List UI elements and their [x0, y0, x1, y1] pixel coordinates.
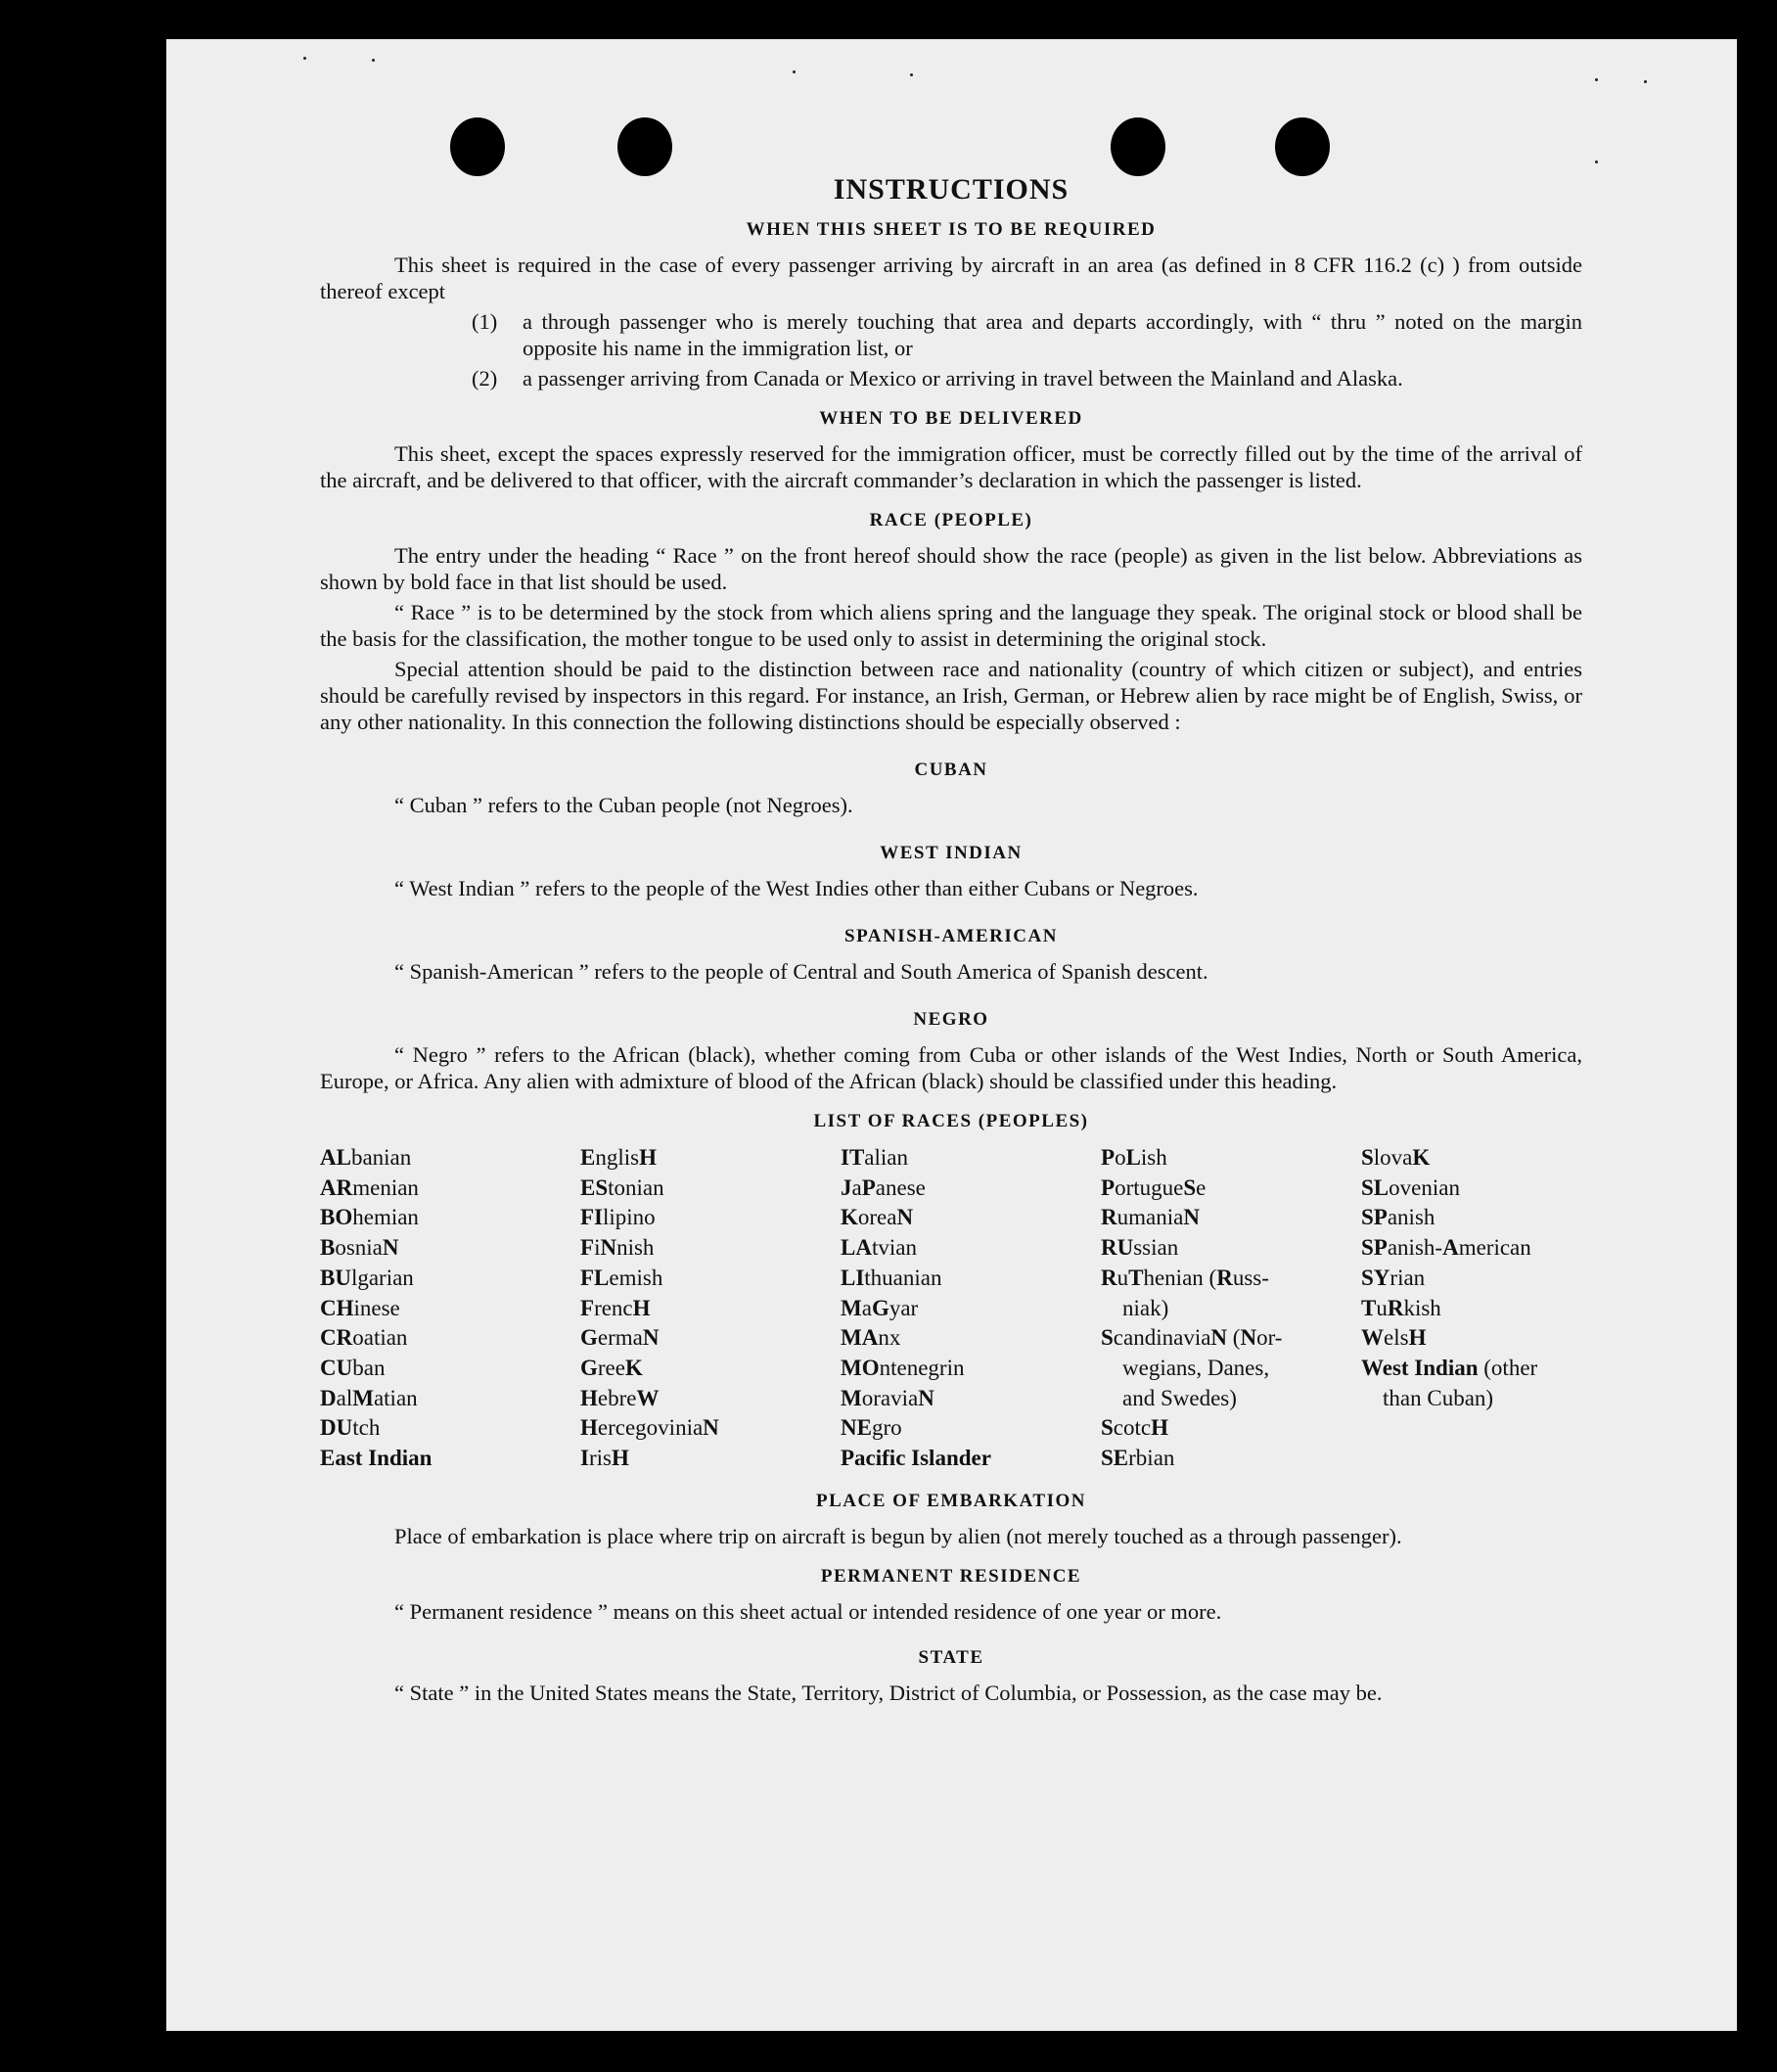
race-entry: TuRkish [1361, 1295, 1441, 1320]
paragraph: “ State ” in the United States means the State, Territory, District of Columbia, or Possession, as the case may be. [394, 1680, 1383, 1705]
section-heading: PERMANENT RESIDENCE [820, 1565, 1082, 1587]
punch-hole [450, 117, 505, 176]
page-title: INSTRUCTIONS [833, 173, 1070, 206]
races-list [320, 1143, 1582, 1474]
race-entry: wegians, Danes, [1122, 1355, 1270, 1380]
section-heading: PLACE OF EMBARKATION [816, 1490, 1086, 1511]
race-entry: EnglisH [580, 1145, 657, 1170]
race-entry: LIthuanian [841, 1265, 942, 1290]
paragraph: Place of embarkation is place where trip on aircraft is begun by alien (not merely touched as a through passenger). [394, 1523, 1402, 1548]
paragraph: “ Negro ” refers to the African (black), whether coming from Cuba or other islands of the West Indies, North or South America, Europe, or Africa. Any alien with admixture of blood of the African (black) should be classified under this heading. [320, 1042, 1582, 1093]
race-entry: than Cuban) [1383, 1385, 1494, 1410]
race-entry: SPanish-American [1361, 1235, 1531, 1261]
race-entry: DUtch [320, 1415, 381, 1441]
race-entry: EStonian [580, 1174, 664, 1200]
section-heading: WEST INDIAN [880, 843, 1023, 863]
race-entry: HebreW [580, 1385, 660, 1410]
race-entry: niak) [1122, 1295, 1169, 1320]
race-entry: ARmenian [320, 1174, 419, 1200]
race-entry: HercegoviniaN [580, 1415, 719, 1441]
race-entry: ScandinaviaN (Nor- [1101, 1325, 1283, 1351]
paragraph: “ Spanish-American ” refers to the people of Central and South America of Spanish descent. [394, 959, 1208, 984]
list-item: (1) a through passenger who is merely touching that area and departs accordingly, with “ thru ” noted on the margin opposite his name in the immigration list, or [472, 309, 1582, 360]
race-entry: JaPanese [841, 1174, 926, 1200]
races-column [580, 1143, 841, 1474]
race-entry: SLovenian [1361, 1174, 1460, 1200]
section-heading: RACE (PEOPLE) [869, 510, 1033, 530]
section-heading: NEGRO [913, 1009, 989, 1030]
paragraph: The entry under the heading “ Race ” on the front hereof should show the race (people) as given in the list below. Abbreviations as shown by bold face in that list should be used. [320, 543, 1582, 594]
race-entry: RumaniaN [1101, 1205, 1200, 1230]
paragraph: “ West Indian ” refers to the people of the West Indies other than either Cubans or Negroes. [394, 876, 1199, 900]
race-entry: RuThenian (Russ- [1101, 1265, 1269, 1290]
race-entry: PortugueSe [1101, 1174, 1207, 1200]
race-entry: KoreaN [841, 1205, 914, 1230]
punch-hole [617, 117, 672, 176]
race-entry: FLemish [580, 1265, 663, 1290]
races-column [1361, 1143, 1582, 1474]
paragraph: “ Cuban ” refers to the Cuban people (not Negroes). [394, 793, 853, 817]
paragraph: This sheet, except the spaces expressly reserved for the immigration officer, must be correctly filled out by the time of the arrival of the aircraft, and be delivered to that officer, with the aircraft commander’s declaration in which the passenger is listed. [320, 441, 1582, 492]
race-entry: RUssian [1101, 1235, 1179, 1261]
section-heading: STATE [918, 1646, 984, 1668]
race-entry: DalMatian [320, 1385, 418, 1410]
race-entry: GermaN [580, 1325, 660, 1351]
paragraph: This sheet is required in the case of every passenger arriving by aircraft in an area (as defined in 8 CFR 116.2 (c) ) from outside thereof except [320, 253, 1582, 303]
document-page [166, 39, 1737, 2031]
race-entry: MOntenegrin [841, 1355, 965, 1380]
races-column [1101, 1143, 1361, 1474]
race-entry: LAtvian [841, 1235, 917, 1261]
race-entry: ITalian [841, 1145, 908, 1170]
race-entry: BOhemian [320, 1205, 419, 1230]
race-entry: BosniaN [320, 1235, 399, 1261]
list-item: (2) a passenger arriving from Canada or Mexico or arriving in travel between the Mainland and Alaska. [472, 366, 1403, 391]
punch-hole [1275, 117, 1330, 176]
paragraph: “ Race ” is to be determined by the stock from which aliens spring and the language they speak. The original stock or blood shall be the basis for the classification, the mother tongue to be used only to assist in determining the original stock. [320, 600, 1582, 651]
race-entry: CRoatian [320, 1325, 408, 1351]
race-entry: CUban [320, 1355, 386, 1380]
section-heading: WHEN TO BE DELIVERED [819, 408, 1083, 429]
section-heading: CUBAN [914, 760, 988, 780]
race-entry: FrencH [580, 1295, 651, 1320]
section-heading: WHEN THIS SHEET IS TO BE REQUIRED [746, 219, 1157, 240]
race-entry: PoLish [1101, 1145, 1167, 1170]
race-entry: BUlgarian [320, 1265, 414, 1290]
race-entry: WelsH [1361, 1325, 1427, 1351]
paragraph: Special attention should be paid to the distinction between race and nationality (country of which citizen or subject), and entries should be carefully revised by inspectors in this regard. For instance, an Irish, German, or Hebrew alien by race might be of English, Swiss, or any other nationality. In this connection the following distinctions should be especially observed : [320, 657, 1582, 734]
race-entry: West Indian (other [1361, 1355, 1538, 1380]
race-entry: MaGyar [841, 1295, 919, 1320]
race-entry: MAnx [841, 1325, 901, 1351]
section-heading: SPANISH-AMERICAN [844, 926, 1058, 946]
race-entry: and Swedes) [1122, 1385, 1237, 1410]
race-entry: SYrian [1361, 1265, 1426, 1290]
race-entry: ALbanian [320, 1145, 412, 1170]
race-entry: Pacific Islander [841, 1446, 991, 1471]
race-entry: East Indian [320, 1446, 433, 1471]
race-entry: CHinese [320, 1295, 400, 1320]
race-entry: SPanish [1361, 1205, 1435, 1230]
race-entry: NEgro [841, 1415, 902, 1441]
race-entry: IrisH [580, 1446, 629, 1471]
race-entry: ScotcH [1101, 1415, 1168, 1441]
races-column [841, 1143, 1101, 1474]
race-entry: MoraviaN [841, 1385, 934, 1410]
instructions-content [320, 173, 1582, 1710]
races-column [320, 1143, 580, 1474]
paragraph: “ Permanent residence ” means on this sheet actual or intended residence of one year or more. [394, 1598, 1222, 1624]
race-entry: FiNnish [580, 1235, 655, 1261]
punch-hole [1111, 117, 1165, 176]
section-heading: LIST OF RACES (PEOPLES) [813, 1111, 1089, 1131]
race-entry: SlovaK [1361, 1145, 1431, 1170]
race-entry: GreeK [580, 1355, 643, 1380]
race-entry: SErbian [1101, 1446, 1175, 1471]
race-entry: FIlipino [580, 1205, 656, 1230]
